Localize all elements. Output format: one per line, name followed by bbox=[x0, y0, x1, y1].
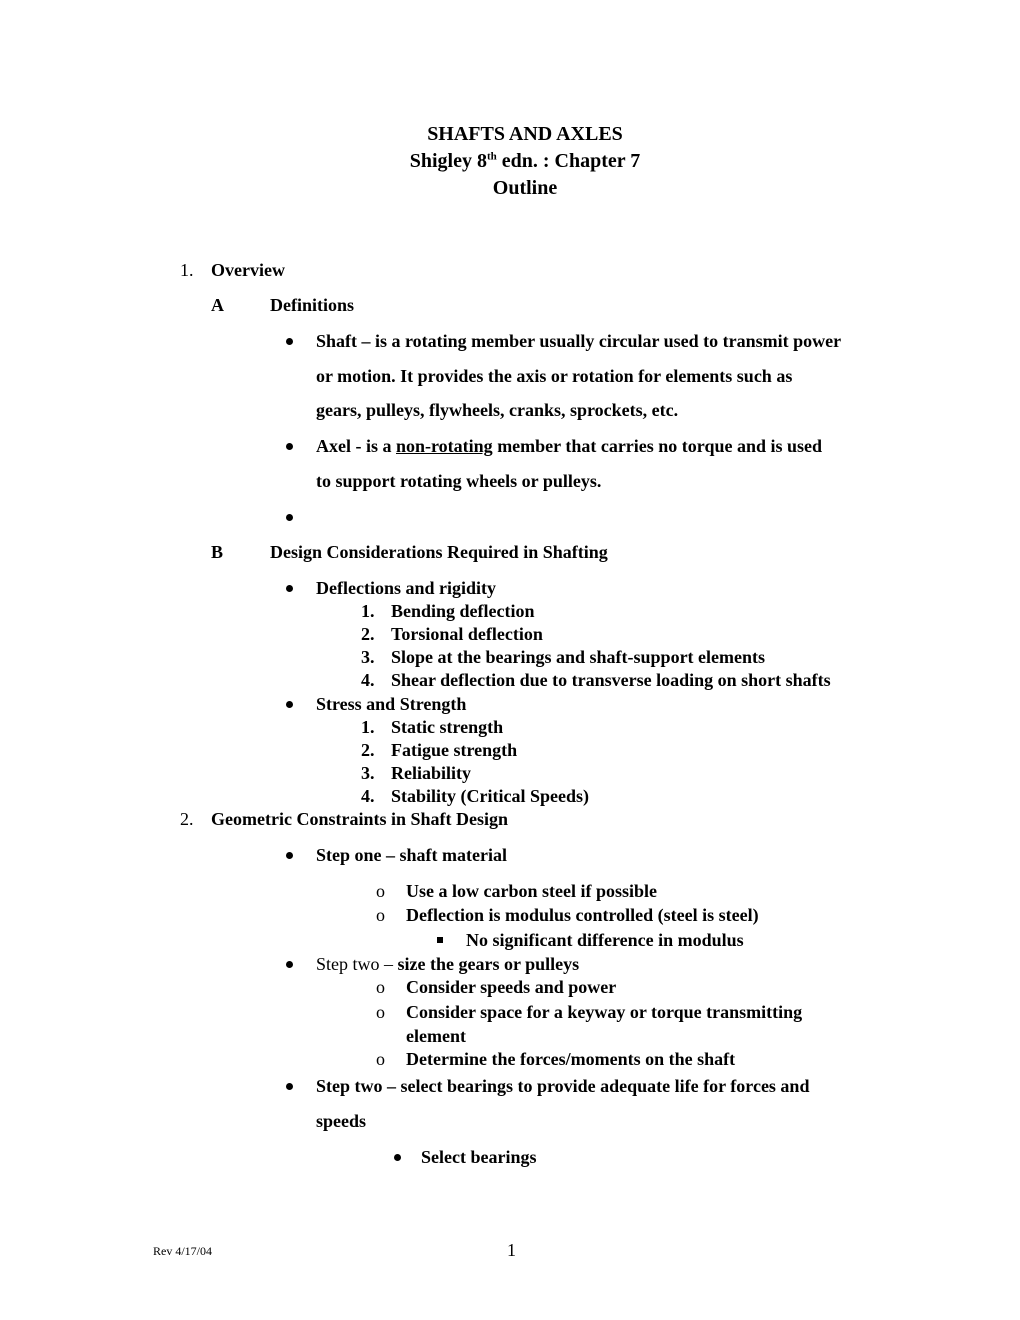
shaft-def-line2: or motion. It provides the axis or rotation for elements such as bbox=[316, 366, 793, 386]
shaft-def-line1: Shaft – is a rotating member usually circular used to transmit power bbox=[316, 331, 842, 351]
deflection-num: 3. bbox=[361, 647, 375, 667]
subtitle-pre: Shigley 8 bbox=[409, 150, 487, 172]
sectionB-heading: Design Considerations Required in Shafting bbox=[270, 542, 608, 562]
footer-revision: Rev 4/17/04 bbox=[153, 1244, 212, 1258]
doc-subtitle bbox=[0, 150, 1020, 173]
deflection-num: 2. bbox=[361, 624, 375, 644]
sectionB-letter: B bbox=[211, 542, 224, 562]
stress-num: 3. bbox=[361, 763, 375, 783]
stress-item: Reliability bbox=[391, 763, 471, 783]
sectionA-letter: A bbox=[211, 295, 224, 315]
doc-outline-label: Outline bbox=[492, 177, 558, 199]
step3-subitem: Select bearings bbox=[421, 1147, 537, 1167]
circle-bullet-icon: o bbox=[376, 905, 385, 925]
step1-item: Deflection is modulus controlled (steel is steel) bbox=[406, 905, 759, 925]
axel-pre: Axel - is a bbox=[316, 436, 396, 456]
doc-title: SHAFTS AND AXLES bbox=[427, 123, 623, 145]
deflection-item: Torsional deflection bbox=[391, 624, 543, 644]
deflection-num: 4. bbox=[361, 670, 375, 690]
axel-underlined: non-rotating bbox=[396, 436, 493, 456]
stress-num: 1. bbox=[361, 717, 375, 737]
step3-line1: Step two – select bearings to provide adequate life for forces and bbox=[316, 1076, 810, 1096]
step2-item: Determine the forces/moments on the shaft bbox=[406, 1049, 736, 1069]
stress-heading: Stress and Strength bbox=[316, 694, 467, 714]
square-bullet-icon bbox=[437, 937, 443, 943]
step2-pre: Step two – bbox=[316, 954, 398, 974]
step2-item: Consider space for a keyway or torque transmitting bbox=[406, 1002, 803, 1022]
stress-num: 2. bbox=[361, 740, 375, 760]
circle-bullet-icon: o bbox=[376, 977, 385, 997]
circle-bullet-icon: o bbox=[376, 881, 385, 901]
step2-heading bbox=[316, 954, 579, 975]
deflection-item: Bending deflection bbox=[391, 601, 535, 621]
deflection-item: Shear deflection due to transverse loading on short shafts bbox=[391, 670, 831, 690]
axel-post: member that carries no torque and is used bbox=[492, 436, 823, 456]
axel-def-line2: to support rotating wheels or pulleys. bbox=[316, 471, 602, 491]
step2-post: size the gears or pulleys bbox=[397, 954, 580, 974]
circle-bullet-icon: o bbox=[376, 1049, 385, 1069]
deflection-num: 1. bbox=[361, 601, 375, 621]
deflection-item: Slope at the bearings and shaft-support elements bbox=[391, 647, 766, 667]
deflections-heading: Deflections and rigidity bbox=[316, 578, 496, 598]
step2-item: Consider speeds and power bbox=[406, 977, 617, 997]
section1-heading: Overview bbox=[211, 260, 285, 280]
step1-heading: Step one – shaft material bbox=[316, 845, 507, 865]
stress-item: Fatigue strength bbox=[391, 740, 518, 760]
sectionA-heading: Definitions bbox=[270, 295, 355, 315]
step2-item-cont: element bbox=[406, 1026, 466, 1046]
footer-page-number: 1 bbox=[507, 1240, 516, 1260]
section2-number: 2. bbox=[180, 809, 194, 829]
shaft-def-line3: gears, pulleys, flywheels, cranks, sprockets, etc. bbox=[316, 400, 679, 420]
step1-item: Use a low carbon steel if possible bbox=[406, 881, 657, 901]
subtitle-sup: th bbox=[486, 150, 497, 163]
stress-num: 4. bbox=[361, 786, 375, 806]
step1-subitem: No significant difference in modulus bbox=[466, 930, 744, 950]
step3-line2: speeds bbox=[316, 1111, 367, 1131]
section1-number: 1. bbox=[180, 260, 194, 280]
section2-heading: Geometric Constraints in Shaft Design bbox=[211, 809, 508, 829]
stress-item: Stability (Critical Speeds) bbox=[391, 786, 589, 806]
subtitle-post: edn. : Chapter 7 bbox=[496, 150, 641, 172]
circle-bullet-icon: o bbox=[376, 1002, 385, 1022]
axel-def-line1 bbox=[316, 436, 822, 457]
stress-item: Static strength bbox=[391, 717, 504, 737]
